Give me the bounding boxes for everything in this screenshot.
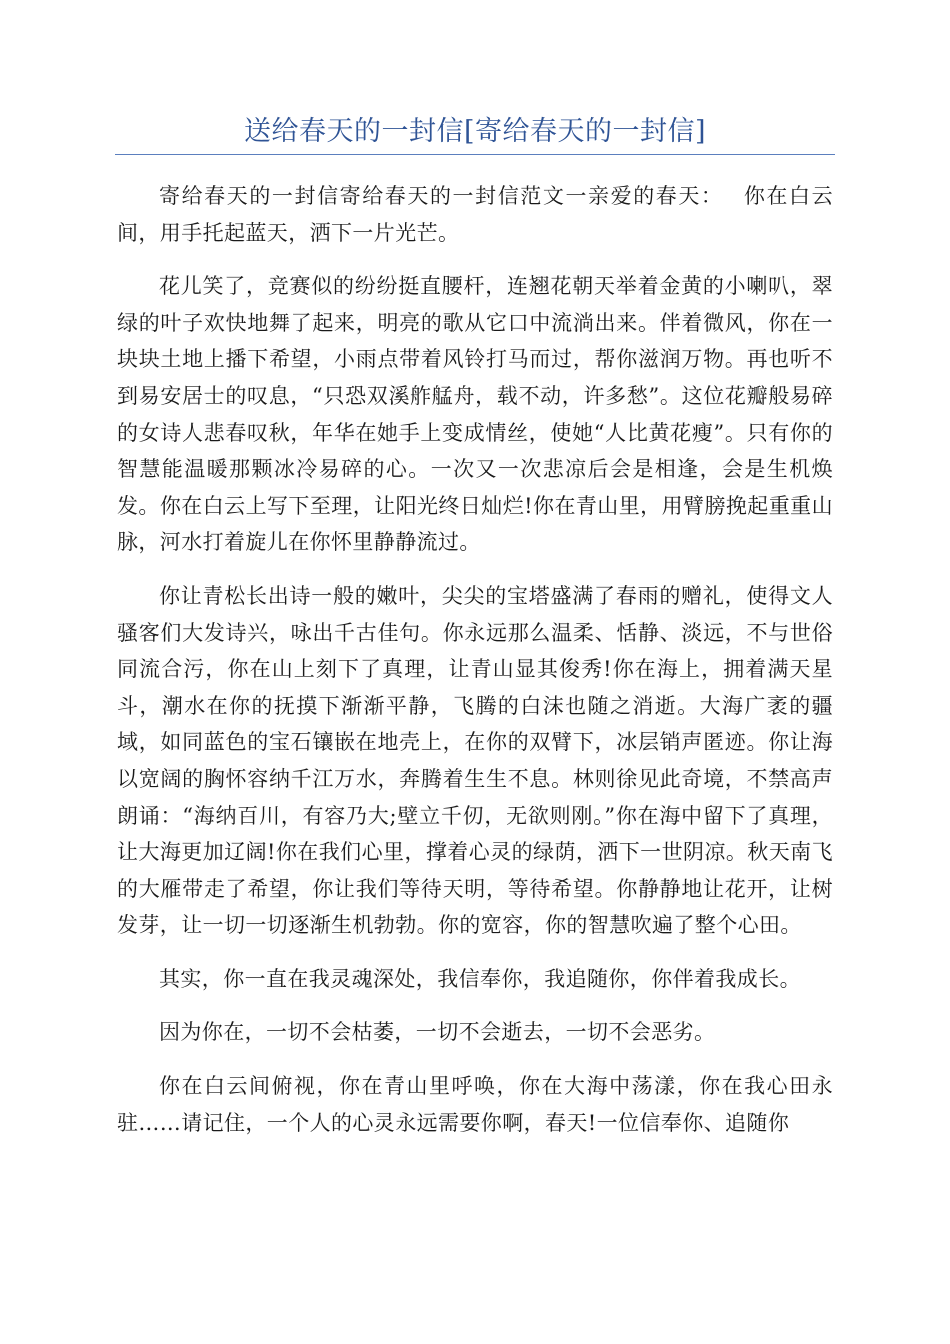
- paragraph: 其实，你一直在我灵魂深处，我信奉你，我追随你，你伴着我成长。: [159, 966, 801, 991]
- paragraph: 因为你在，一切不会枯萎，一切不会逝去，一切不会恶劣。: [159, 1020, 716, 1045]
- document-title: 送给春天的一封信[寄给春天的一封信]: [243, 116, 707, 147]
- paragraph: 你在白云间俯视，你在青山里呼唤，你在大海中荡漾，你在我心田永驻……请记住，一个人的心灵永远需要你啊，春天!一位信奉你、追随你: [117, 1074, 833, 1135]
- paragraph: 你让青松长出诗一般的嫩叶，尖尖的宝塔盛满了春雨的赠礼，使得文人骚客们大发诗兴，咏出千古佳句。你永远那么温柔、恬静、淡远，不与世俗同流合污，你在山上刻下了真理，让青山显其俊秀!你在海上，拥着满天星斗，潮水在你的抚摸下渐渐平静，飞腾的白沫也随之消逝。大海广袤的疆域，如同蓝色的宝石镶嵌在地壳上，在你的双臂下，冰层销声匿迹。你让海以宽阔的胸怀容纳千江万水，奔腾着生生不息。林则徐见此奇境，不禁高声朗诵：“海纳百川，有容乃大;壁立千仞，无欲则刚。”你在海中留下了真理，让大海更加辽阔!你在我们心里，撑着心灵的绿荫，洒下一世阴凉。秋天南飞的大雁带走了希望，你让我们等待天明，等待希望。你静静地让花开，让树发芽，让一切一切逐渐生机勃勃。你的宽容，你的智慧吹遍了整个心田。: [117, 583, 833, 938]
- paragraph: 花儿笑了，竞赛似的纷纷挺直腰杆，连翘花朝天举着金黄的小喇叭，翠绿的叶子欢快地舞了起来，明亮的歌从它口中流淌出来。伴着微风，你在一块块土地上播下希望，小雨点带着风铃打马而过，帮你滋润万物。再也听不到易安居士的叹息，“只恐双溪舴艋舟，载不动，许多愁”。这位花瓣般易碎的女诗人悲春叹秋，年华在她手上变成情丝，使她“人比黄花瘦”。只有你的智慧能温暖那颗冰冷易碎的心。一次又一次悲凉后会是相逢，会是生机焕发。你在白云上写下至理，让阳光终日灿烂!你在青山里，用臂膀挽起重重山脉，河水打着旋儿在你怀里静静流过。: [117, 274, 833, 555]
- document-body: [117, 178, 833, 1158]
- title-underline: [115, 154, 835, 155]
- paragraph: 寄给春天的一封信寄给春天的一封信范文一亲爱的春天： 你在白云间，用手托起蓝天，洒下一片光芒。: [117, 184, 833, 245]
